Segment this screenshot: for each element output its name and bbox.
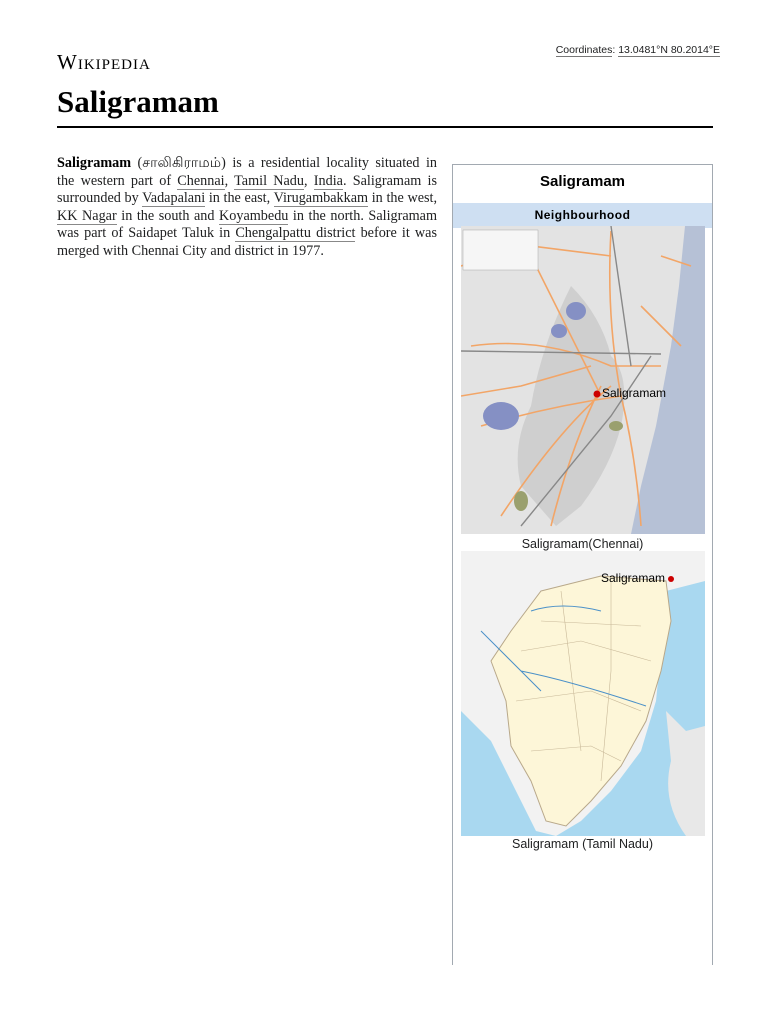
chennai-map-legend xyxy=(463,230,538,270)
coordinates: Coordinates: 13.0481°N 80.2014°E xyxy=(555,44,720,56)
wikipedia-logo[interactable] xyxy=(57,50,151,75)
text-run: in the north. Saligramam was part of Saidapet Taluk in xyxy=(57,207,437,241)
chennai-lake xyxy=(551,324,567,338)
link-vadapalani[interactable]: Vadapalani xyxy=(142,190,206,206)
link-virugambakkam[interactable]: Virugambakkam xyxy=(273,190,369,206)
chennai-lake xyxy=(566,302,586,320)
link-koyambedu[interactable]: Koyambedu xyxy=(219,207,289,224)
infobox-title: Saligramam xyxy=(539,173,626,190)
title-divider xyxy=(57,126,713,128)
tn-marker-label: Saligramam xyxy=(601,571,666,585)
page-title: Saligramam xyxy=(57,84,219,119)
text-run: . Saligramam is surrounded by xyxy=(57,172,438,206)
link-chengalpattu-district[interactable]: Chengalpattu district xyxy=(235,225,356,241)
link-india[interactable]: India xyxy=(313,172,343,189)
chennai-lake xyxy=(483,402,519,430)
tn-map-caption: Saligramam (Tamil Nadu) xyxy=(511,837,653,851)
intro-paragraph: Saligramam (சாலிகிராமம்) is a residential locality situated in the western part of Chennai, Tamil Nadu, India. Saligramam is surrounded by Vadapalani in the east, Virugambakkam in the west, KK Nagar in the south and Koyambedu in the north. Saligramam was part of Saidapet Taluk in Chengalpattu district before it was merged with Chennai City and district in 1977. xyxy=(57,155,438,259)
link-chennai[interactable]: Chennai xyxy=(177,172,225,189)
article-name-bold: Saligramam xyxy=(57,155,132,171)
tamil-nadu-map[interactable] xyxy=(461,551,705,836)
text-run: in the south and xyxy=(116,207,220,224)
chennai-park xyxy=(609,421,623,431)
text-run: in the west, xyxy=(368,190,438,206)
text-run: is a residential locality situated in the western part of xyxy=(57,155,437,189)
chennai-location-marker xyxy=(594,391,601,398)
link-kk-nagar[interactable]: KK Nagar xyxy=(57,207,117,224)
tn-location-marker xyxy=(668,576,674,582)
chennai-map[interactable] xyxy=(461,226,705,534)
infobox-subtitle: Neighbourhood xyxy=(453,203,712,228)
chennai-marker-label: Saligramam xyxy=(602,386,667,400)
infobox xyxy=(452,164,713,965)
coordinates-value[interactable]: 13.0481°N 80.2014°E xyxy=(618,44,720,56)
chennai-map-caption: Saligramam(Chennai) xyxy=(521,537,644,551)
text-run: before it was merged with Chennai City and district in 1977. xyxy=(57,225,437,259)
coordinates-label[interactable]: Coordinates xyxy=(555,44,613,56)
text-run: in the east, xyxy=(205,190,274,206)
tamil-name: (சாலிகிராமம்) xyxy=(137,155,226,171)
link-tamil-nadu[interactable]: Tamil Nadu xyxy=(234,172,304,189)
logo-text: Wikipedia xyxy=(57,50,151,74)
chennai-park xyxy=(514,491,528,511)
